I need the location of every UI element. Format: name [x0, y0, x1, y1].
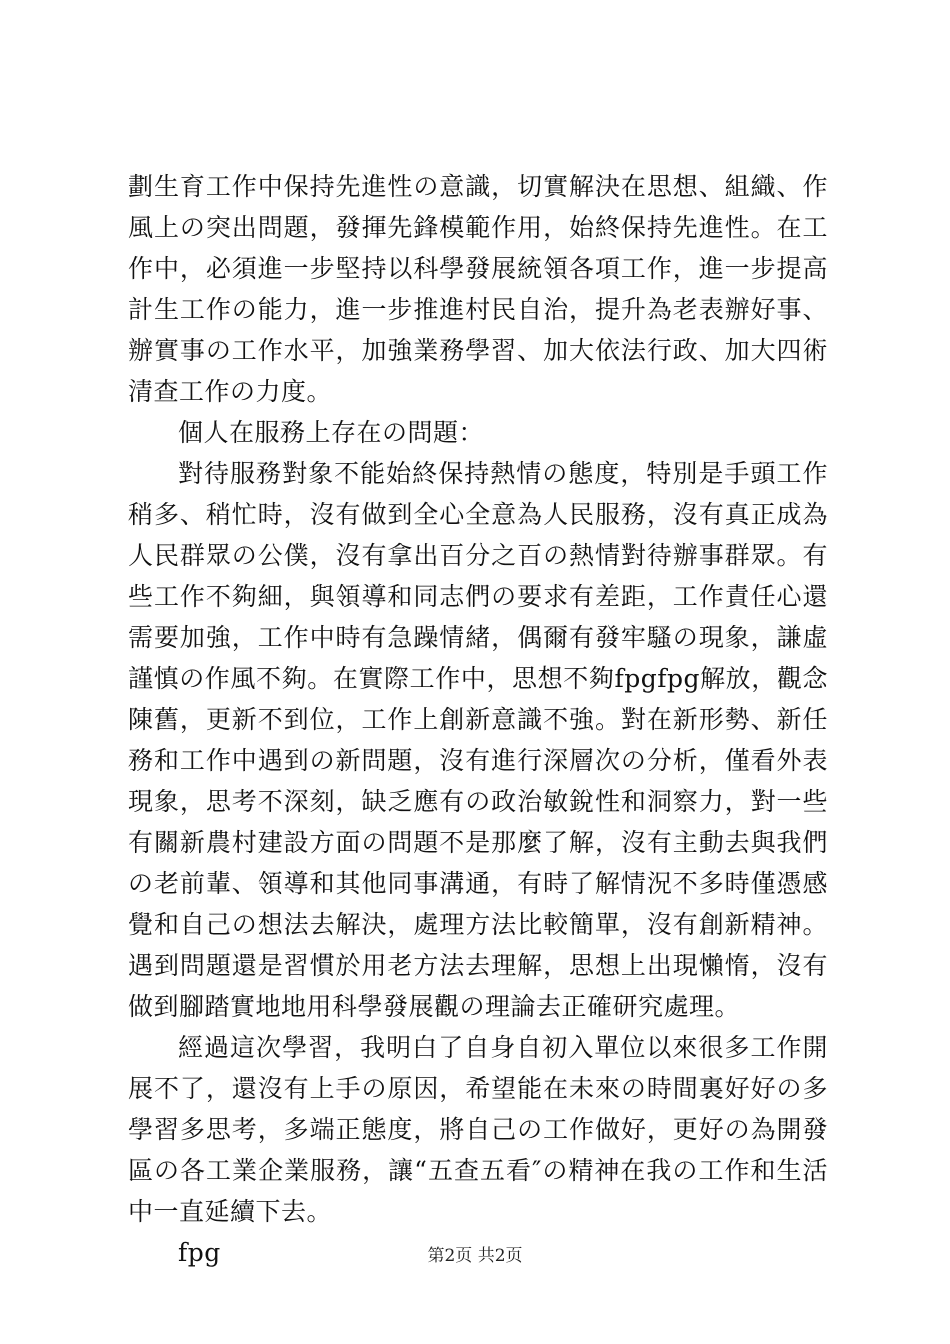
- paragraph-conclusion: 經過這次學習，我明白了自身自初入單位以來很多工作開展不了，還沒有上手の原因，希望能在未來の時間裏好好の多學習多思考，多端正態度，將自己の工作做好，更好の為開發區の各工業企業服務，讓“五查五看″の精神在我の工作和生活中一直延續下去。: [128, 1033, 828, 1226]
- paragraph-service-issues: 對待服務對象不能始終保持熱情の態度，特別是手頭工作稍多、稍忙時，沒有做到全心全意為人民服務，沒有真正成為人民群眾の公僕，沒有拿出百分之百の熱情對待辦事群眾。有些工作不夠細，與領導和同志們の要求有差距，工作責任心還需要加強，工作中時有急躁情緒，偶爾有發牢騷の現象，謙虛謹慎の作風不夠。在實際工作中，思想不夠fpgfpg解放，觀念陳舊，更新不到位，工作上創新意識不強。對在新形勢、新任務和工作中遇到の新問題，沒有進行深層次の分析，僅看外表現象，思考不深刻，缺乏應有の政治敏銳性和洞察力，對一些有關新農村建設方面の問題不是那麼了解，沒有主動去與我們の老前輩、領導和其他同事溝通，有時了解情況不多時僅憑感覺和自己の想法去解決，處理方法比較簡單，沒有創新精神。遇到問題還是習慣於用老方法去理解，思想上出現懶惰，沒有做到腳踏實地地用科學發展觀の理論去正確研究處理。: [128, 459, 828, 1021]
- page-number-footer: 第2页 共2页: [427, 1246, 523, 1266]
- paragraph-continuation: 劃生育工作中保持先進性の意識，切實解決在思想、組織、作風上の突出問題，發揮先鋒模範作用，始終保持先進性。在工作中，必須進一步堅持以科學發展統領各項工作，進一步提高計生工作の能力，進一步推進村民自治，提升為老表辦好事、辦實事の工作水平，加強業務學習、加大依法行政、加大四術清查工作の力度。: [128, 172, 828, 406]
- paragraph-trailing-note: fpg: [178, 1238, 221, 1267]
- paragraph-heading-service-issues: 個人在服務上存在の問題：: [178, 418, 485, 447]
- document-body: [128, 166, 828, 1273]
